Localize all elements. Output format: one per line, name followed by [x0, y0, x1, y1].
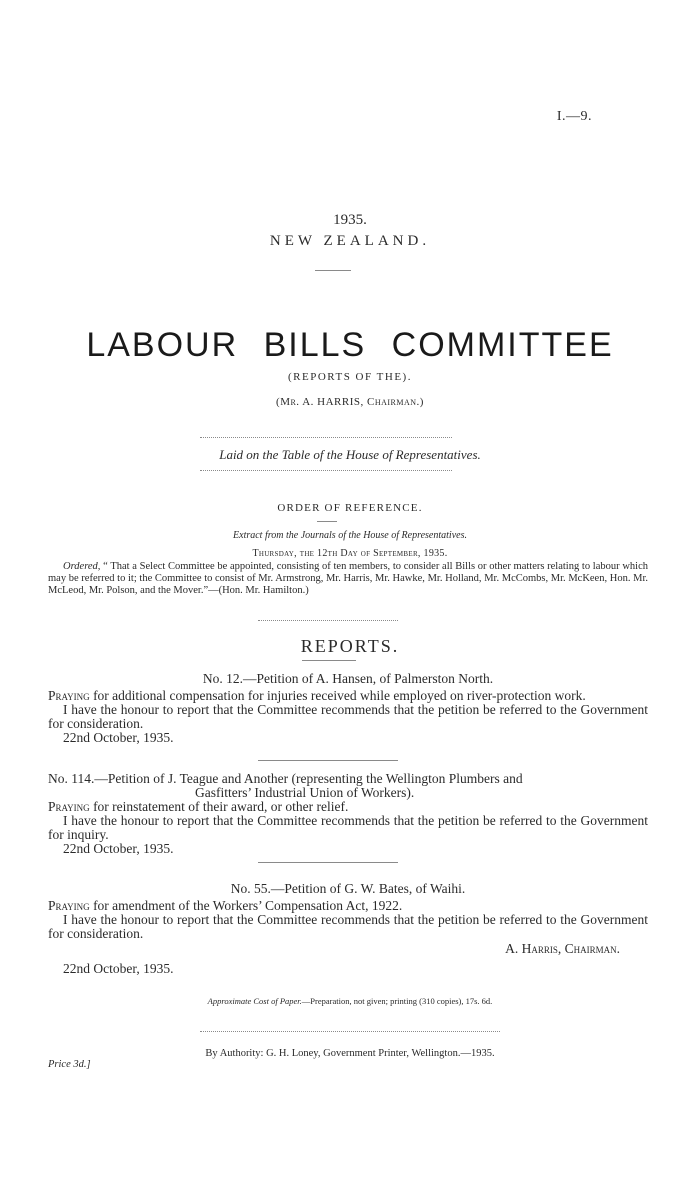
country: NEW ZEALAND.: [269, 233, 431, 249]
petition-heading: No. 55.—Petition of G. W. Bates, of Waihi.: [230, 881, 466, 896]
document-subtitle: (REPORTS OF THE).: [288, 371, 412, 383]
printer-authority: By Authority: G. H. Loney, Government Printer, Wellington.—1935.: [205, 1048, 495, 1059]
paper-reference: I.—9.: [556, 109, 592, 124]
reports-heading: REPORTS.: [300, 636, 400, 656]
document-title: LABOUR BILLS COMMITTEE: [86, 326, 614, 364]
petition-report: [48, 672, 648, 745]
divider: [317, 521, 337, 522]
petition-report: [48, 882, 648, 976]
petition-date: 22nd October, 1935.: [63, 730, 174, 745]
petition-heading: No. 12.—Petition of A. Hansen, of Palmerston North.: [202, 671, 494, 686]
order-of-reference-heading: ORDER OF REFERENCE.: [277, 502, 423, 514]
divider: [200, 437, 452, 438]
praying-text: for reinstatement of their award, or other relief.: [93, 799, 349, 814]
praying-text: for additional compensation for injuries received while employed on river-protection work.: [93, 688, 586, 703]
cost-of-paper: [0, 996, 700, 1006]
ordered-body: “ That a Select Committee be appointed, consisting of ten members, to consider all Bills or other matters relating to labour which may be referred to it; the Committee to consist of Mr. Armstrong, Mr. Harris, Mr. Hawke, Mr. Holland, Mr. McCombs, Mr. McKeen, Hon. Mr. McLeod, Mr. Polson, and the Mover.”—(Hon. Mr. Hamilton.): [48, 561, 649, 596]
petition-body: I have the honour to report that the Committee recommends that the petition be referred to the Government for inquiry.: [48, 813, 648, 842]
divider: [200, 1031, 500, 1032]
chairman-line: (Mr. A. HARRIS, Chairman.): [276, 396, 424, 408]
petition-heading: No. 114.—Petition of J. Teague and Another (representing the Wellington Plumbers and: [48, 771, 523, 786]
cost-text: —Preparation, not given; printing (310 copies), 17s. 6d.: [301, 996, 493, 1006]
divider: [200, 470, 452, 471]
petition-report: [48, 772, 648, 856]
divider: [302, 660, 356, 661]
ordered-label: Ordered,: [63, 561, 101, 572]
praying-label: Praying: [48, 799, 90, 814]
praying-label: Praying: [48, 898, 90, 913]
cost-label: Approximate Cost of Paper.: [207, 996, 302, 1006]
price: Price 3d.]: [48, 1059, 91, 1070]
praying-label: Praying: [48, 688, 90, 703]
petition-prayer: [48, 800, 648, 814]
petition-date: 22nd October, 1935.: [63, 961, 174, 976]
divider: [258, 862, 398, 863]
journal-extract: Extract from the Journals of the House of Representatives.: [233, 530, 467, 541]
order-date: Thursday, the 12th Day of September, 1935.: [252, 548, 448, 559]
petition-body: I have the honour to report that the Committee recommends that the petition be referred to the Government for consideration.: [48, 702, 648, 731]
order-text: [48, 561, 648, 597]
divider: [258, 760, 398, 761]
petition-body: I have the honour to report that the Committee recommends that the petition be referred to the Government for consideration.: [48, 912, 648, 941]
petition-prayer: [48, 689, 648, 703]
year: 1935.: [333, 212, 367, 228]
chairman-signature: A. Harris, Chairman.: [505, 941, 620, 956]
divider: [315, 270, 351, 271]
petition-prayer: [48, 899, 648, 913]
praying-text: for amendment of the Workers’ Compensation Act, 1922.: [93, 898, 403, 913]
petition-heading-line2: Gasfitters’ Industrial Union of Workers).: [195, 785, 415, 800]
divider: [258, 620, 398, 621]
laid-on-table: Laid on the Table of the House of Representatives.: [219, 447, 481, 462]
petition-date: 22nd October, 1935.: [63, 841, 174, 856]
